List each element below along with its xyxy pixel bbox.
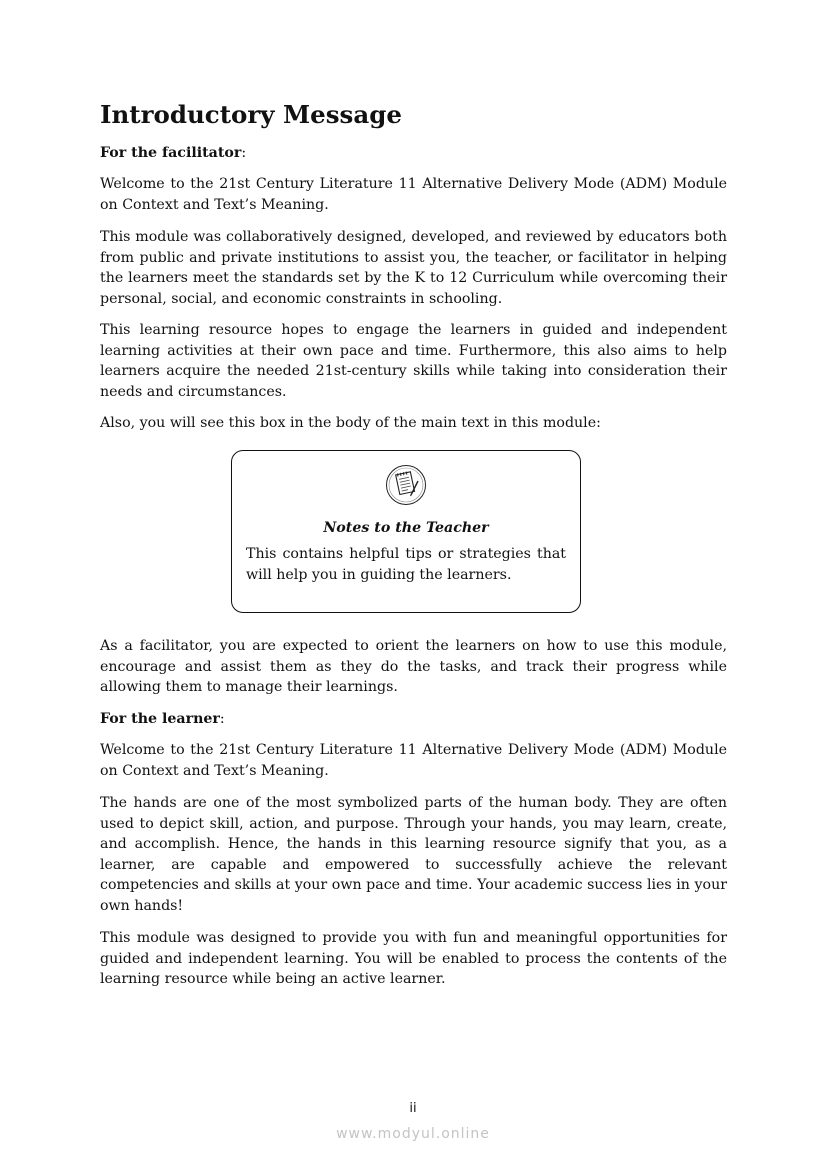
facilitator-heading-label: For the facilitator [100,145,242,161]
facilitator-paragraph-resource: This learning resource hopes to engage the learners in guided and independent learning activities at their own pace and time. Furthermore, this also aims to help learners acquire the needed 21st-century skills while taking into consideration their needs and circumstances. [100,322,727,400]
facilitator-paragraph-orient: As a facilitator, you are expected to orient the learners on how to use this module, encourage and assist them as they do the tasks, and track their progress while allowing them to manage their learnings. [100,638,727,696]
facilitator-paragraph-box-intro: Also, you will see this box in the body of the main text in this module: [100,415,601,431]
notes-to-teacher-box [231,450,581,613]
notes-box-text: This contains helpful tips or strategies that will help you in guiding the learners. [246,546,566,583]
facilitator-paragraph-design: This module was collaboratively designed, developed, and reviewed by educators both from public and private institutions to assist you, the teacher, or facilitator in helping the learners meet the standards set by the K to 12 Curriculum while overcoming their personal, social, and economic constraints in schooling. [100,229,727,307]
facilitator-heading-colon: : [241,145,247,161]
page-number: ii [409,1101,417,1116]
notes-box-title: Notes to the Teacher [323,520,489,536]
facilitator-paragraph-welcome: Welcome to the 21st Century Literature 11 Alternative Delivery Mode (ADM) Module on Context and Text’s Meaning. [100,176,727,213]
notepad-icon [385,464,427,506]
learner-paragraph-hands: The hands are one of the most symbolized parts of the human body. They are often used to depict skill, action, and purpose. Through your hands, you may learn, create, and accomplish. Hence, the hands in this learning resource signify that you, as a learner, are capable and empowered to successfully achieve the relevant competencies and skills at your own pace and time. Your academic success lies in your own hands! [100,795,727,914]
learner-paragraph-welcome: Welcome to the 21st Century Literature 11 Alternative Delivery Mode (ADM) Module on Context and Text’s Meaning. [100,742,727,779]
facilitator-heading [100,143,246,164]
learner-heading [100,709,225,730]
learner-paragraph-design: This module was designed to provide you with fun and meaningful opportunities for guided and independent learning. You will be enabled to process the contents of the learning resource while being an active learner. [100,930,727,988]
page-title: Introductory Message [100,100,402,129]
learner-heading-label: For the learner [100,711,220,727]
learner-heading-colon: : [219,711,225,727]
watermark: www.modyul.online [336,1126,490,1142]
